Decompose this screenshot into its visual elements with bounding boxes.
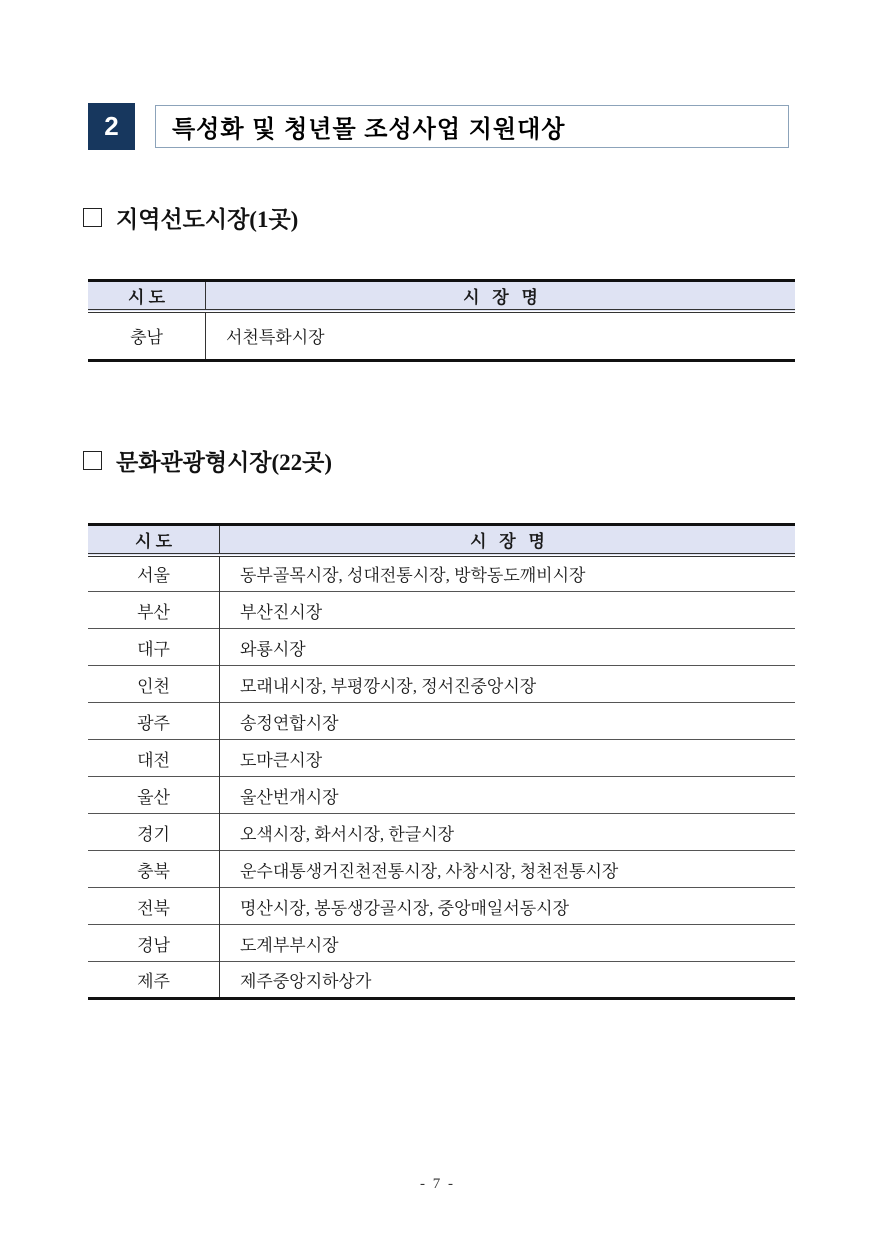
cell-markets: 울산번개시장 [240, 787, 339, 807]
cell-sido: 충남 [88, 311, 206, 361]
cell-markets: 부산진시장 [240, 602, 323, 622]
document-title-box [155, 105, 789, 148]
cell-markets: 동부골목시장, 성대전통시장, 방학동도깨비시장 [240, 566, 586, 586]
table-row [88, 851, 795, 888]
cell-markets: 운수대통생거진천전통시장, 사창시장, 청천전통시장 [240, 861, 619, 881]
document-title: 특성화 및 청년몰 조성사업 지원대상 [172, 116, 566, 143]
table-row [88, 925, 795, 962]
cell-sido: 인천 [88, 666, 220, 703]
section-heading-culture-tourism-market [83, 444, 332, 477]
cell-markets: 모래내시장, 부평깡시장, 정서진중앙시장 [240, 676, 537, 696]
section-number: 2 [104, 111, 119, 141]
cell-sido: 전북 [88, 888, 220, 925]
cell-sido: 대구 [88, 629, 220, 666]
column-header-market-name: 시 장 명 [463, 287, 538, 307]
page-number: - 7 - [420, 1176, 455, 1192]
cell-markets: 명산시장, 봉동생강골시장, 중앙매일서동시장 [240, 898, 570, 918]
cell-markets: 송정연합시장 [240, 713, 339, 733]
table-row [88, 777, 795, 814]
leading-market-table [88, 279, 795, 362]
table-row [88, 592, 795, 629]
section-heading-leading-market [83, 201, 298, 234]
table-row [88, 962, 795, 999]
cell-sido: 제주 [88, 962, 220, 999]
cell-markets: 서천특화시장 [226, 328, 325, 348]
table-row [88, 888, 795, 925]
table-row [88, 666, 795, 703]
table-row [88, 555, 795, 592]
table-row [88, 814, 795, 851]
column-header-market-name: 시 장 명 [470, 531, 545, 551]
cell-markets: 도계부부시장 [240, 935, 339, 955]
table-row [88, 311, 795, 361]
cell-markets: 와룡시장 [240, 639, 306, 659]
table-header-row [88, 525, 795, 555]
column-header-sido: 시 도 [88, 525, 220, 555]
culture-tourism-market-table [88, 523, 795, 1000]
cell-sido: 경남 [88, 925, 220, 962]
cell-sido: 대전 [88, 740, 220, 777]
section-number-badge [88, 103, 135, 150]
cell-markets: 오색시장, 화서시장, 한글시장 [240, 824, 455, 844]
section-heading-label: 지역선도시장(1곳) [116, 207, 299, 232]
table-header-row [88, 281, 795, 311]
cell-sido: 부산 [88, 592, 220, 629]
cell-sido: 충북 [88, 851, 220, 888]
cell-sido: 경기 [88, 814, 220, 851]
cell-sido: 광주 [88, 703, 220, 740]
cell-markets: 도마큰시장 [240, 750, 323, 770]
table-row [88, 629, 795, 666]
square-bullet-icon [83, 451, 102, 470]
cell-sido: 서울 [88, 555, 220, 592]
cell-sido: 울산 [88, 777, 220, 814]
table-row [88, 740, 795, 777]
table-row [88, 703, 795, 740]
square-bullet-icon [83, 208, 102, 227]
cell-markets: 제주중앙지하상가 [240, 972, 372, 991]
section-heading-label: 문화관광형시장(22곳) [116, 450, 333, 475]
column-header-sido: 시 도 [88, 281, 206, 311]
